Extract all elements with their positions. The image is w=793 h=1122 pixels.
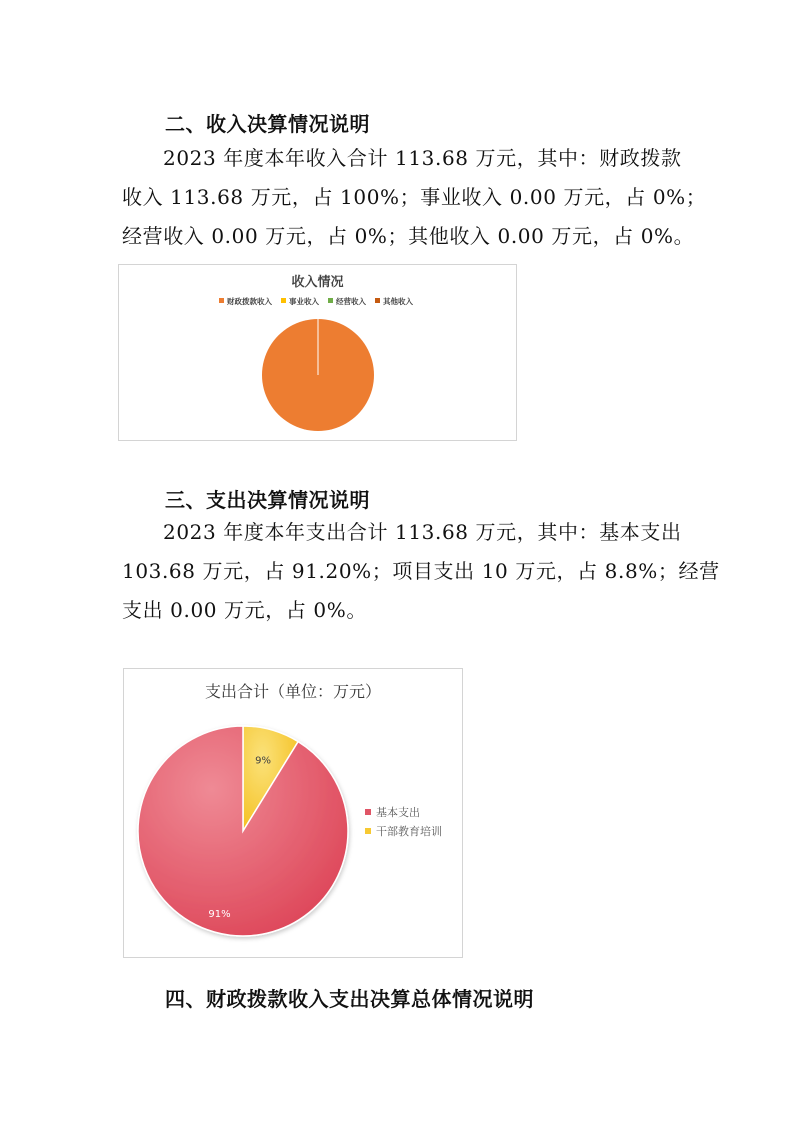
section-heading-expense: 三、支出决算情况说明 [165, 488, 370, 512]
legend-swatch [219, 298, 224, 303]
legend-label: 财政拨款收入 [227, 297, 272, 306]
paragraph-line: 经营收入 0.00 万元，占 0%；其他收入 0.00 万元，占 0%。 [122, 224, 695, 248]
legend-swatch [375, 298, 380, 303]
paragraph-line: 收入 113.68 万元，占 100%；事业收入 0.00 万元，占 0%； [122, 185, 707, 209]
pie-slice [138, 726, 348, 936]
paragraph-line: 2023 年度本年支出合计 113.68 万元，其中：基本支出 [163, 520, 682, 544]
legend-label: 基本支出 [376, 806, 420, 819]
legend-swatch [328, 298, 333, 303]
income-pie-chart [119, 265, 516, 440]
paragraph-line: 103.68 万元，占 91.20%；项目支出 10 万元，占 8.8%；经营 [122, 559, 720, 583]
legend-swatch [281, 298, 286, 303]
legend-swatch [365, 828, 371, 834]
income-chart [118, 264, 517, 441]
legend-label: 事业收入 [289, 297, 319, 306]
legend-label: 经营收入 [336, 297, 366, 306]
paragraph-line: 支出 0.00 万元，占 0%。 [122, 598, 367, 622]
data-label: 91% [208, 908, 231, 920]
chart-title: 收入情况 [291, 275, 344, 290]
chart-title: 支出合计（单位：万元） [204, 682, 381, 701]
paragraph-line: 2023 年度本年收入合计 113.68 万元，其中：财政拨款 [163, 146, 682, 170]
legend-swatch [365, 809, 371, 815]
expense-pie-chart [124, 669, 462, 957]
expense-chart [123, 668, 463, 958]
legend-label: 干部教育培训 [376, 825, 442, 838]
legend-label: 其他收入 [383, 297, 413, 306]
section-heading-fiscal: 四、财政拨款收入支出决算总体情况说明 [165, 987, 534, 1011]
pie-group [138, 726, 348, 936]
section-heading-income: 二、收入决算情况说明 [165, 112, 370, 136]
data-label: 9% [255, 755, 271, 767]
